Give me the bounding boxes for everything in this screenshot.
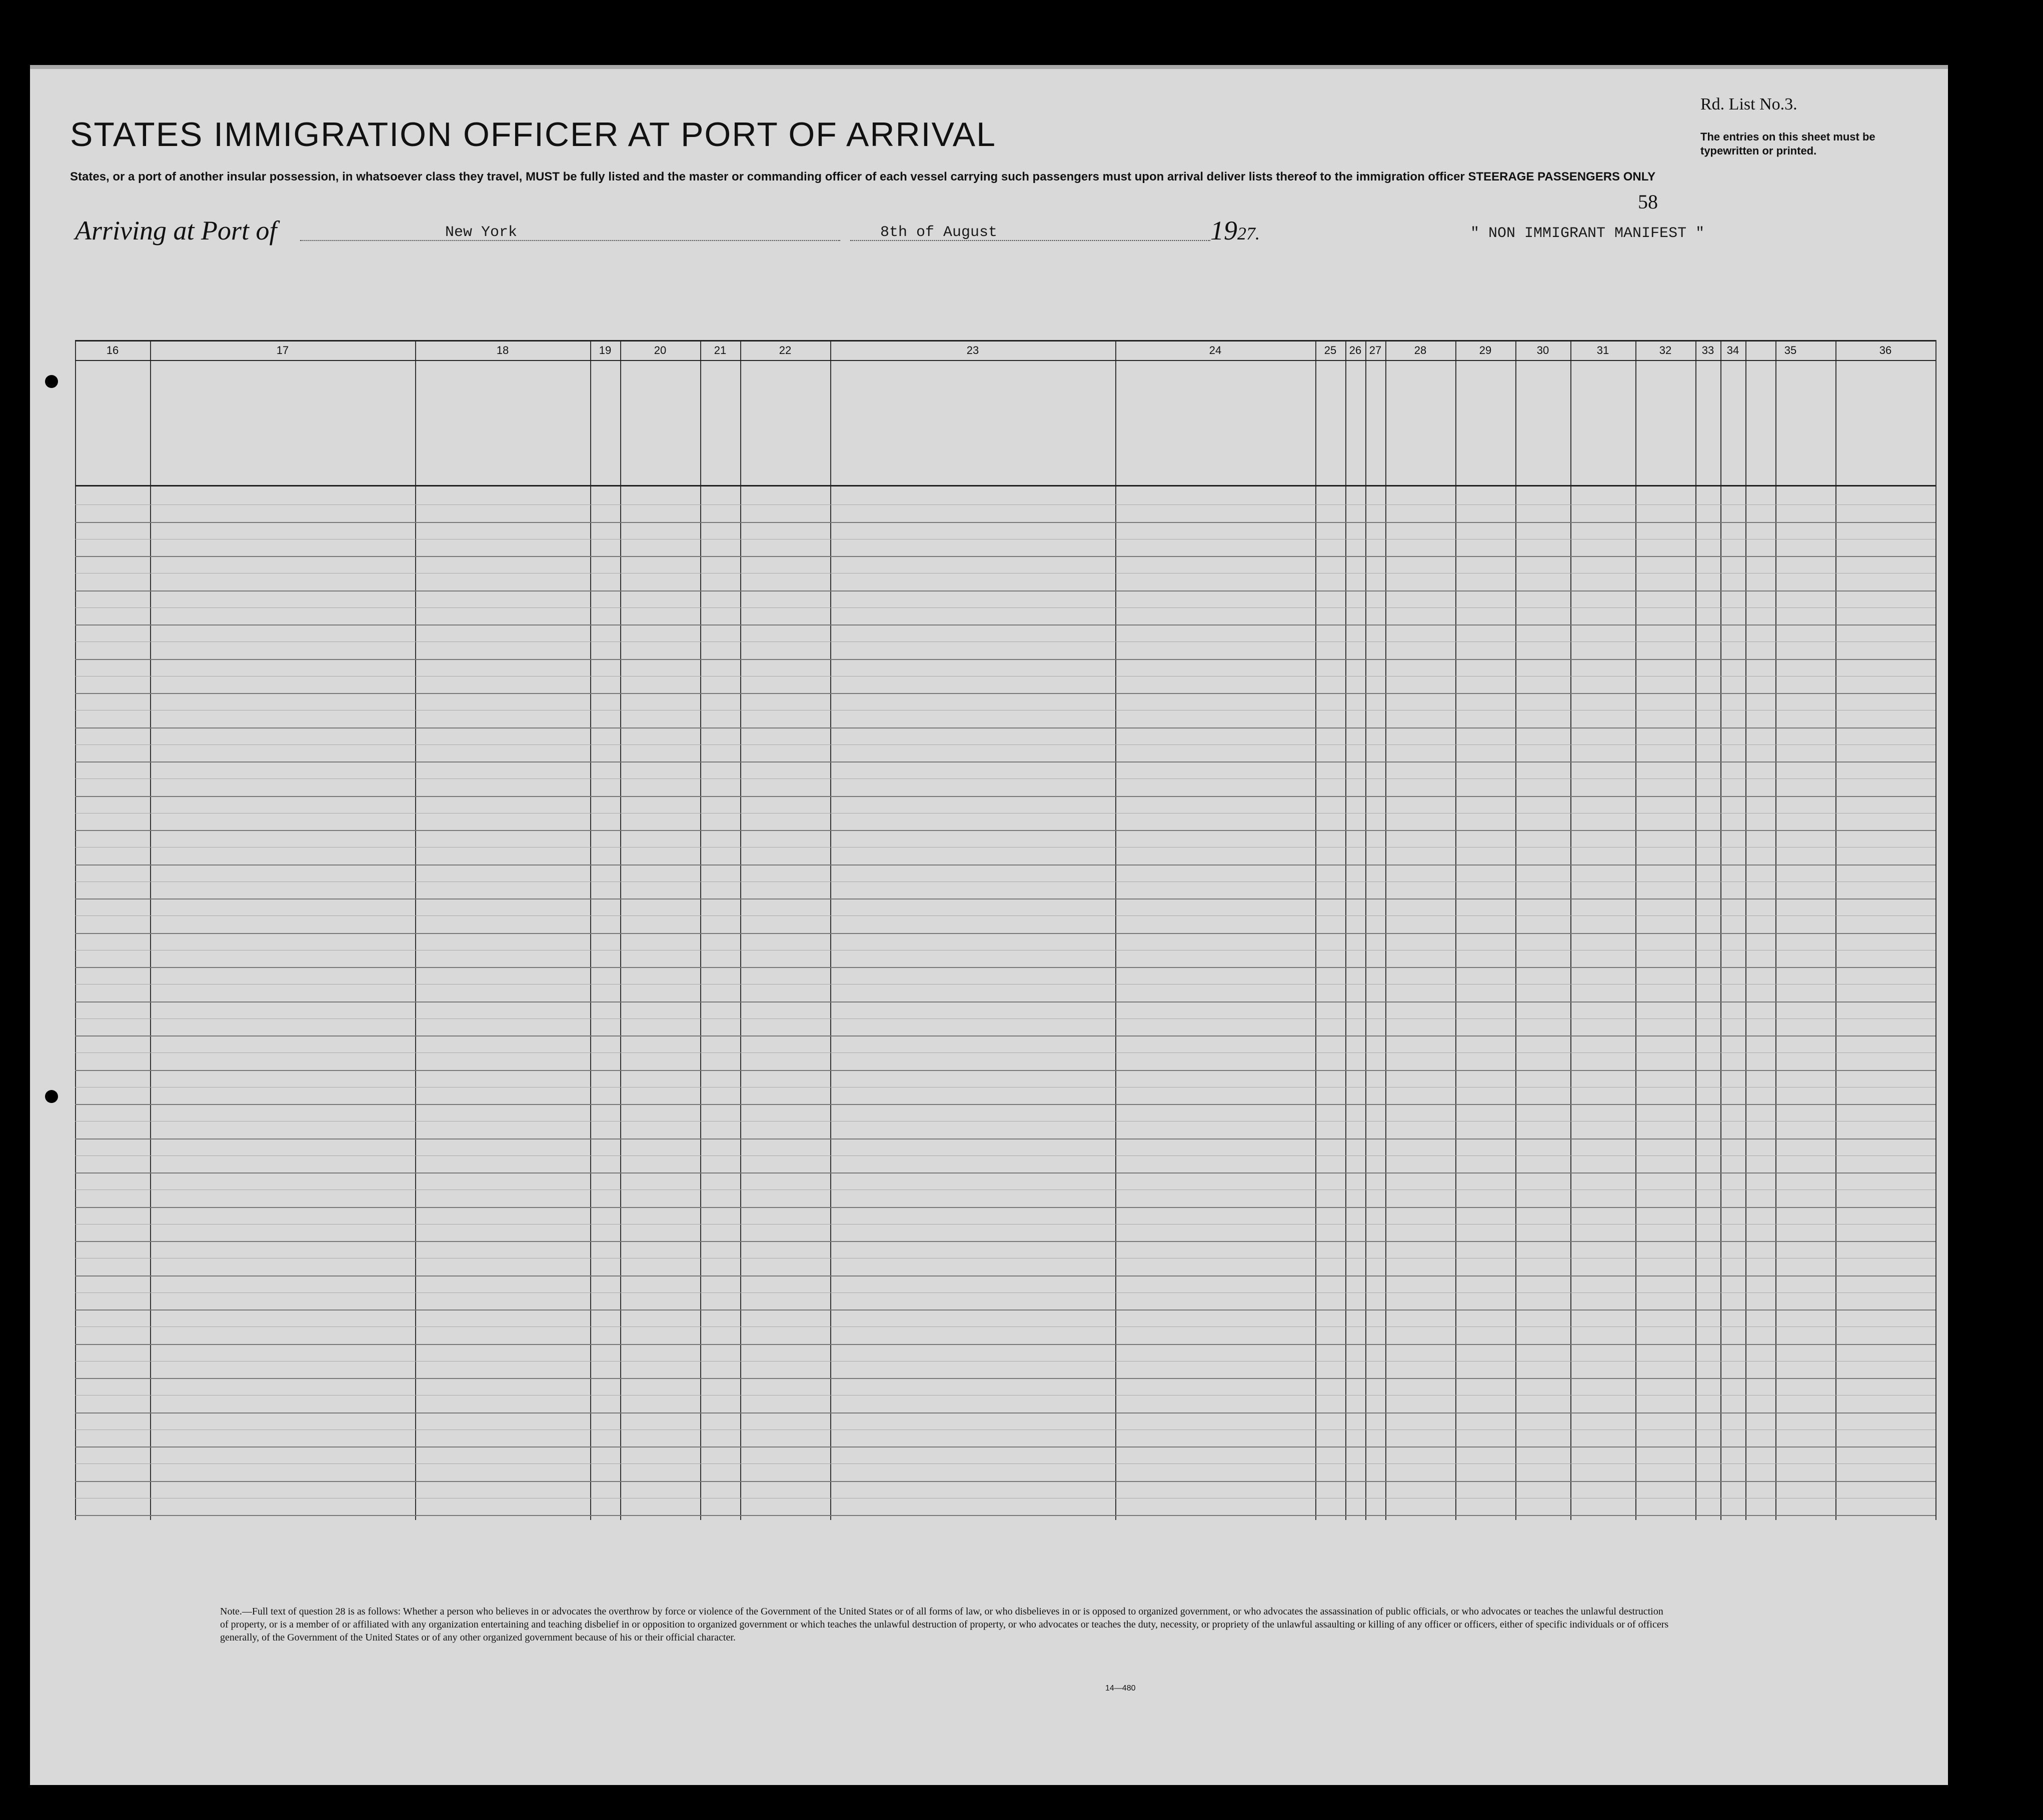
column-rule xyxy=(1115,340,1116,1520)
row-rule xyxy=(75,624,1935,626)
column-rule xyxy=(1745,340,1746,1520)
column-number: 31 xyxy=(1596,344,1609,356)
column-number: 23 xyxy=(966,344,979,356)
manifest-table xyxy=(75,340,1935,1520)
column-rule xyxy=(620,340,621,1520)
column-number: 21 xyxy=(714,344,727,356)
manifest-sheet xyxy=(30,65,1948,1785)
column-number: 16 xyxy=(106,344,119,356)
row-rule xyxy=(75,522,1935,523)
list-number: Rd. List No.3. xyxy=(1700,95,1797,114)
year-suffix: 27. xyxy=(1237,224,1260,244)
row-rule xyxy=(75,693,1935,694)
row-rule xyxy=(75,933,1935,934)
column-rule xyxy=(1570,340,1571,1520)
arriving-label: Arriving at Port of xyxy=(75,216,277,246)
column-rule xyxy=(740,340,741,1520)
column-rule xyxy=(1835,340,1836,1520)
page-title: STATES IMMIGRATION OFFICER AT PORT OF ARRIVAL xyxy=(70,116,996,154)
column-number: 34 xyxy=(1726,344,1739,356)
row-subrule xyxy=(75,1121,1935,1122)
column-number: 25 xyxy=(1324,344,1337,356)
column-number: 28 xyxy=(1414,344,1427,356)
row-rule xyxy=(75,1481,1935,1482)
header-rule xyxy=(75,340,1935,342)
column-rule xyxy=(1635,340,1636,1520)
column-rule xyxy=(1515,340,1516,1520)
row-rule xyxy=(75,1412,1935,1414)
column-number: 24 xyxy=(1209,344,1222,356)
manifest-type: " NON IMMIGRANT MANIFEST " xyxy=(1470,225,1705,242)
date-value: 8th of August xyxy=(880,224,998,241)
row-rule xyxy=(75,1104,1935,1105)
row-rule xyxy=(75,556,1935,557)
punch-hole xyxy=(45,1090,58,1103)
row-subrule xyxy=(75,847,1935,848)
column-rule xyxy=(1720,340,1721,1520)
column-number: 18 xyxy=(496,344,509,356)
row-rule xyxy=(75,1241,1935,1242)
row-subrule xyxy=(75,1395,1935,1396)
column-rule xyxy=(1365,340,1366,1520)
footnote: Note.—Full text of question 28 is as follows: Whether a person who believes in or advocates the overthrow by force or violence of the Government of the United States or of all forms of law, or who disbelieves in or is opposed to organized government, or who advocates the assassination of public officials, or who advocates or teaches the unlawful destruction of property, or is a member of or affiliated with any organization entertaining and teaching disbelief in or opposition to organized government or which teaches the unlawful destruction of property, or who advocates or teaches the duty, necessity, or propriety of the unlawful assaulting or killing of any officer or officers, either of specific individuals or of officers generally, of the Government of the United States or of any other organized government because of his or their official character. xyxy=(220,1606,1669,1643)
column-number: 32 xyxy=(1659,344,1672,356)
port-blank xyxy=(300,239,840,241)
row-rule xyxy=(75,659,1935,660)
column-rule xyxy=(75,340,76,1520)
column-number: 19 xyxy=(599,344,612,356)
sheet-top-edge xyxy=(30,65,1948,69)
row-rule xyxy=(75,1515,1935,1516)
column-rule xyxy=(1315,340,1316,1520)
column-rule xyxy=(700,340,701,1520)
row-subrule xyxy=(75,1361,1935,1362)
header-rule xyxy=(75,360,1935,361)
instructions-text: States, or a port of another insular possession, in whatsoever class they travel, MUST be fully listed and the master or commanding officer of each vessel carrying such passengers must upon arrival deliver lists thereof to the immigration officer STEERAGE PASSENGERS ONLY xyxy=(70,170,1656,184)
row-subrule xyxy=(75,539,1935,540)
row-rule xyxy=(75,796,1935,797)
row-rule xyxy=(75,1138,1935,1140)
page-number: 58 xyxy=(1638,190,1658,213)
column-number: 27 xyxy=(1369,344,1382,356)
column-rule xyxy=(830,340,831,1520)
year-prefix: 19 xyxy=(1210,216,1237,246)
column-number: 22 xyxy=(779,344,792,356)
port-value: New York xyxy=(445,224,518,241)
row-rule xyxy=(75,590,1935,592)
punch-hole xyxy=(45,375,58,388)
column-rule xyxy=(590,340,591,1520)
row-subrule xyxy=(75,573,1935,574)
row-subrule xyxy=(75,744,1935,745)
column-rule xyxy=(150,340,151,1520)
column-number: 29 xyxy=(1479,344,1492,356)
column-rule xyxy=(415,340,416,1520)
column-rule xyxy=(1345,340,1346,1520)
year-value xyxy=(1210,215,1260,246)
row-subrule xyxy=(75,1052,1935,1053)
row-rule xyxy=(75,1344,1935,1345)
row-rule xyxy=(75,830,1935,831)
row-rule xyxy=(75,1070,1935,1071)
column-number: 33 xyxy=(1701,344,1714,356)
form-number: 14—480 xyxy=(1105,1684,1136,1692)
column-rule xyxy=(1385,340,1386,1520)
column-number: 30 xyxy=(1536,344,1549,356)
column-rule xyxy=(1935,340,1936,1520)
row-rule xyxy=(75,1172,1935,1174)
header-rule xyxy=(75,485,1935,486)
row-rule xyxy=(75,967,1935,968)
column-number: 36 xyxy=(1879,344,1892,356)
row-subrule xyxy=(75,504,1935,505)
row-rule xyxy=(75,1207,1935,1208)
column-number: 17 xyxy=(276,344,289,356)
row-subrule xyxy=(75,1018,1935,1019)
row-rule xyxy=(75,1378,1935,1379)
row-subrule xyxy=(75,778,1935,779)
row-subrule xyxy=(75,1326,1935,1327)
column-rule xyxy=(1775,340,1776,1520)
column-rule xyxy=(1455,340,1456,1520)
row-rule xyxy=(75,898,1935,900)
column-rule xyxy=(1695,340,1696,1520)
row-subrule xyxy=(75,1292,1935,1293)
row-rule xyxy=(75,1446,1935,1448)
typewritten-note: The entries on this sheet must be typewritten or printed. xyxy=(1700,130,1875,157)
column-number: 35 xyxy=(1784,344,1797,356)
column-number: 26 xyxy=(1349,344,1362,356)
row-rule xyxy=(75,864,1935,866)
row-subrule xyxy=(75,813,1935,814)
row-subrule xyxy=(75,1087,1935,1088)
column-number: 20 xyxy=(654,344,667,356)
